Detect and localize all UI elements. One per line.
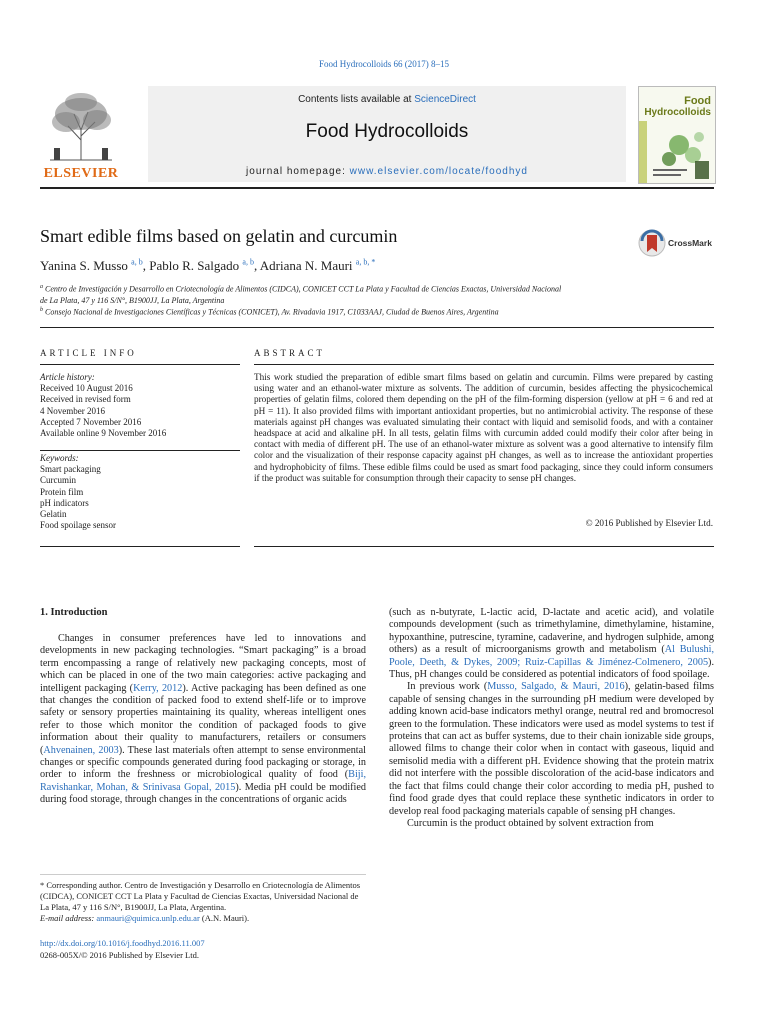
author-separator: , — [142, 258, 150, 273]
abstract-heading: ABSTRACT — [254, 348, 326, 358]
history-item: Accepted 7 November 2016 — [40, 416, 142, 427]
keyword-item: Smart packaging — [40, 464, 101, 475]
sciencedirect-link[interactable]: ScienceDirect — [414, 94, 476, 105]
contents-prefix: Contents lists available at — [298, 94, 415, 105]
paragraph-text: ). These last materials often attempt to sense environmental changes or specific compounds generated during food packaging or storage, in order to inform the freshness or microbiological quality of food ( — [40, 744, 366, 781]
paragraph-text: Changes in consumer preferences have led to innovations and developments in new packaging technologies. “Smart packaging” is a broad term encompassing a range of relatively new packaging concepts, most of which can be placed in one of the two main categories: active packaging and intelligent packaging ( — [40, 633, 366, 694]
author-affiliation-mark[interactable]: a, b — [131, 257, 143, 267]
abstract-rule — [254, 364, 714, 365]
abstract-bottom-rule — [254, 546, 714, 547]
affiliation-a-line1: Centro de Investigación y Desarrollo en Criotecnología de Alimentos (CIDCA), CONICET CCT La Plata y Facultad de Ciencias Exactas, Universidad Nacional — [45, 284, 562, 294]
footnote-rule — [40, 874, 366, 875]
keyword-item: Gelatin — [40, 509, 67, 520]
history-item: Received 10 August 2016 — [40, 383, 133, 394]
corresponding-author-footnote — [40, 880, 366, 924]
affiliation-b — [40, 305, 680, 318]
keyword-item: Curcumin — [40, 475, 76, 486]
article-info-bottom-rule — [40, 546, 240, 547]
reference-link[interactable]: Biji, Ravishankar, Mohan, & Srinivasa Gopal, 2015 — [40, 769, 366, 793]
elsevier-logo-text: ELSEVIER — [43, 166, 119, 181]
intro-paragraph-1-continued — [389, 607, 714, 681]
keyword-item: Protein film — [40, 486, 84, 497]
abstract-text: This work studied the preparation of edible smart films based on gelatin and curcumin. Films were prepared by casting using water and an ethanol-water mixture as solvents. The addition of curcumin, besides affecting the physicochemical properties of gelatin films, colored them depending on the pH of the film-forming dispersion (yellow at pH = 6 and red at pH = 11). It also provided films with important antioxidant properties, but no antimicrobial activity. The response of these materials against pH changes was evaluated simulating their contact with liquid and semisolid foods, and with a container headspace at acid and alkaline pH. In all tests, gelatin films with curcumin added could modify their color after being in contact with media of different pH. The use of an ethanol-water mixture as solvent was a good alternative to intensify film color and the visualization of their response capacity against pH changes, as well as to increase the antioxidant properties and hydrophobicity of films. These edible films could be used as smart food packaging, since they could inform consumers if the product was suitable for consumption through their capacity to sense pH changes. — [254, 372, 713, 483]
abstract-copyright: © 2016 Published by Elsevier Ltd. — [585, 518, 713, 528]
author-name: Pablo R. Salgado — [149, 258, 240, 273]
reference-link[interactable]: Musso, Salgado, & Mauri, 2016 — [487, 681, 625, 693]
email-suffix: (A.N. Mauri). — [199, 913, 250, 923]
doi-link[interactable]: http://dx.doi.org/10.1016/j.foodhyd.2016.11.007 — [40, 938, 205, 948]
introduction-heading: 1. Introduction — [40, 607, 108, 618]
affiliation-a-line2: de La Plata, 47 y 116 S/N°, B1900JJ, La Plata, Argentina — [40, 295, 225, 305]
email-label: E-mail address: — [40, 913, 97, 923]
section-rule — [40, 327, 714, 328]
reference-link[interactable]: Ahvenainen, 2003 — [43, 744, 119, 756]
author-affiliation-mark[interactable]: a, b — [242, 257, 254, 267]
history-item: 4 November 2016 — [40, 405, 105, 416]
affiliation-b-text: Consejo Nacional de Investigaciones Científicas y Técnicas (CONICET), Av. Rivadavia 1917, C1033AAJ, Ciudad de Buenos Aires, Argentina — [45, 307, 499, 317]
author-affiliation-mark[interactable]: a, b, * — [355, 257, 376, 267]
article-title: Smart edible films based on gelatin and curcumin — [40, 226, 398, 246]
history-item: Available online 9 November 2016 — [40, 428, 167, 439]
affiliation-a — [40, 282, 680, 306]
article-history — [40, 372, 240, 439]
author-name: Adriana N. Mauri — [259, 258, 353, 273]
paragraph-text: ), gelatin-based films capable of sensing changes in the surrounding pH medium were developed by adding known acid-base indicators methyl orange, neutral red and bromocresol green to the formulation. These indicators were used as model systems to test if proteins that can act as buffer systems, due to their chain ionizable side groups, allowed films to change their color when in contact with gaseous, liquid and semisolid media with a different pH. Evidence showing that the protein matrix did not interfere with the possible discoloration of the acid-base indicators and the fact that films could change their color according to media pH, pushed to find food grade dyes that could replace these synthetic indicators in order to develop real food packaging materials capable of sensing pH changes. — [389, 681, 714, 817]
crossmark-icon — [638, 229, 666, 257]
crossmark-button[interactable] — [638, 229, 716, 259]
paragraph-text: In previous work ( — [407, 681, 488, 693]
body-column-right — [389, 607, 714, 830]
cover-title-line1: Food — [684, 95, 711, 107]
author-separator: , — [253, 258, 260, 273]
keyword-item: pH indicators — [40, 497, 89, 508]
paragraph-text: ). Media pH could be modified during food storage, through changes in the concentrations of organic acids — [40, 781, 366, 806]
history-item: Received in revised form — [40, 394, 131, 405]
author-list — [40, 258, 375, 274]
affiliation-a-mark: a — [40, 284, 43, 290]
paragraph-text: ). Thus, pH changes could be considered as potential indicators of food spoilage. — [389, 656, 714, 681]
issn-line: 0268-005X/© 2016 Published by Elsevier Ltd. — [40, 950, 199, 960]
article-info-heading: ARTICLE INFO — [40, 348, 137, 358]
reference-link[interactable]: Kerry, 2012 — [133, 682, 183, 694]
keywords — [40, 453, 240, 531]
article-info-rule — [40, 364, 240, 365]
paragraph-text: ). Active packaging has been defined as one that changes the condition of packed food to extend shelf-life or to improve safety or sensory properties maintaining its quality, whereas intelligent ones refer to those which monitor the condition of packaged foods to give information about their quality to manufacturers, retailers or consumers ( — [40, 682, 366, 756]
contents-line — [148, 94, 626, 105]
homepage-prefix: journal homepage: — [246, 166, 350, 177]
cover-title-line2: Hydrocolloids — [644, 107, 711, 118]
keywords-label: Keywords: — [40, 453, 79, 463]
journal-header — [148, 86, 626, 182]
keyword-item: Food spoilage sensor — [40, 520, 116, 531]
intro-paragraph-1 — [40, 633, 366, 807]
affiliation-b-mark: b — [40, 307, 43, 313]
email-link[interactable]: anmauri@quimica.unlp.edu.ar — [96, 913, 200, 923]
journal-citation-link[interactable]: Food Hydrocolloids 66 (2017) 8–15 — [319, 59, 449, 69]
intro-paragraph-2 — [389, 681, 714, 817]
history-label: Article history: — [40, 372, 95, 382]
reference-link[interactable]: Al Bulushi, Poole, Deeth, & Dykes, 2009; Ruiz-Capillas & Jiménez-Colmenero, 2005 — [389, 644, 715, 668]
intro-paragraph-3: Curcumin is the product obtained by solvent extraction from — [407, 817, 654, 829]
footnote-text: Corresponding author. Centro de Investigación y Desarrollo en Criotecnología de Alimentos (CIDCA), CONICET CCT La Plata y Facultad de Ciencias Exactas, Universidad Nacional de La Plata, 47 y 116 S/N°, B1900JJ, La Plata, Argentina. — [40, 880, 361, 912]
cover-artwork-icon — [639, 121, 715, 183]
journal-homepage — [148, 166, 626, 177]
journal-cover-image — [638, 86, 716, 184]
homepage-link[interactable]: www.elsevier.com/locate/foodhyd — [349, 166, 528, 177]
body-column-left — [40, 633, 366, 807]
article-info-divider — [40, 450, 240, 451]
header-rule — [40, 187, 714, 189]
journal-title: Food Hydrocolloids — [305, 121, 469, 142]
crossmark-label: CrossMark — [668, 238, 712, 248]
author-name: Yanina S. Musso — [40, 258, 128, 273]
paragraph-text: (such as n-butyrate, L-lactic acid, D-lactate and acetic acid), and volatile compounds development (such as trimethylamine, dimethylamine, histamine, hypoxanthine, putrescine, tyramine, cadaverine, and hydrogen sulphide, among others) as a result of microorganisms growth and metabolism ( — [389, 607, 714, 656]
footnote-mark: * — [40, 880, 45, 890]
